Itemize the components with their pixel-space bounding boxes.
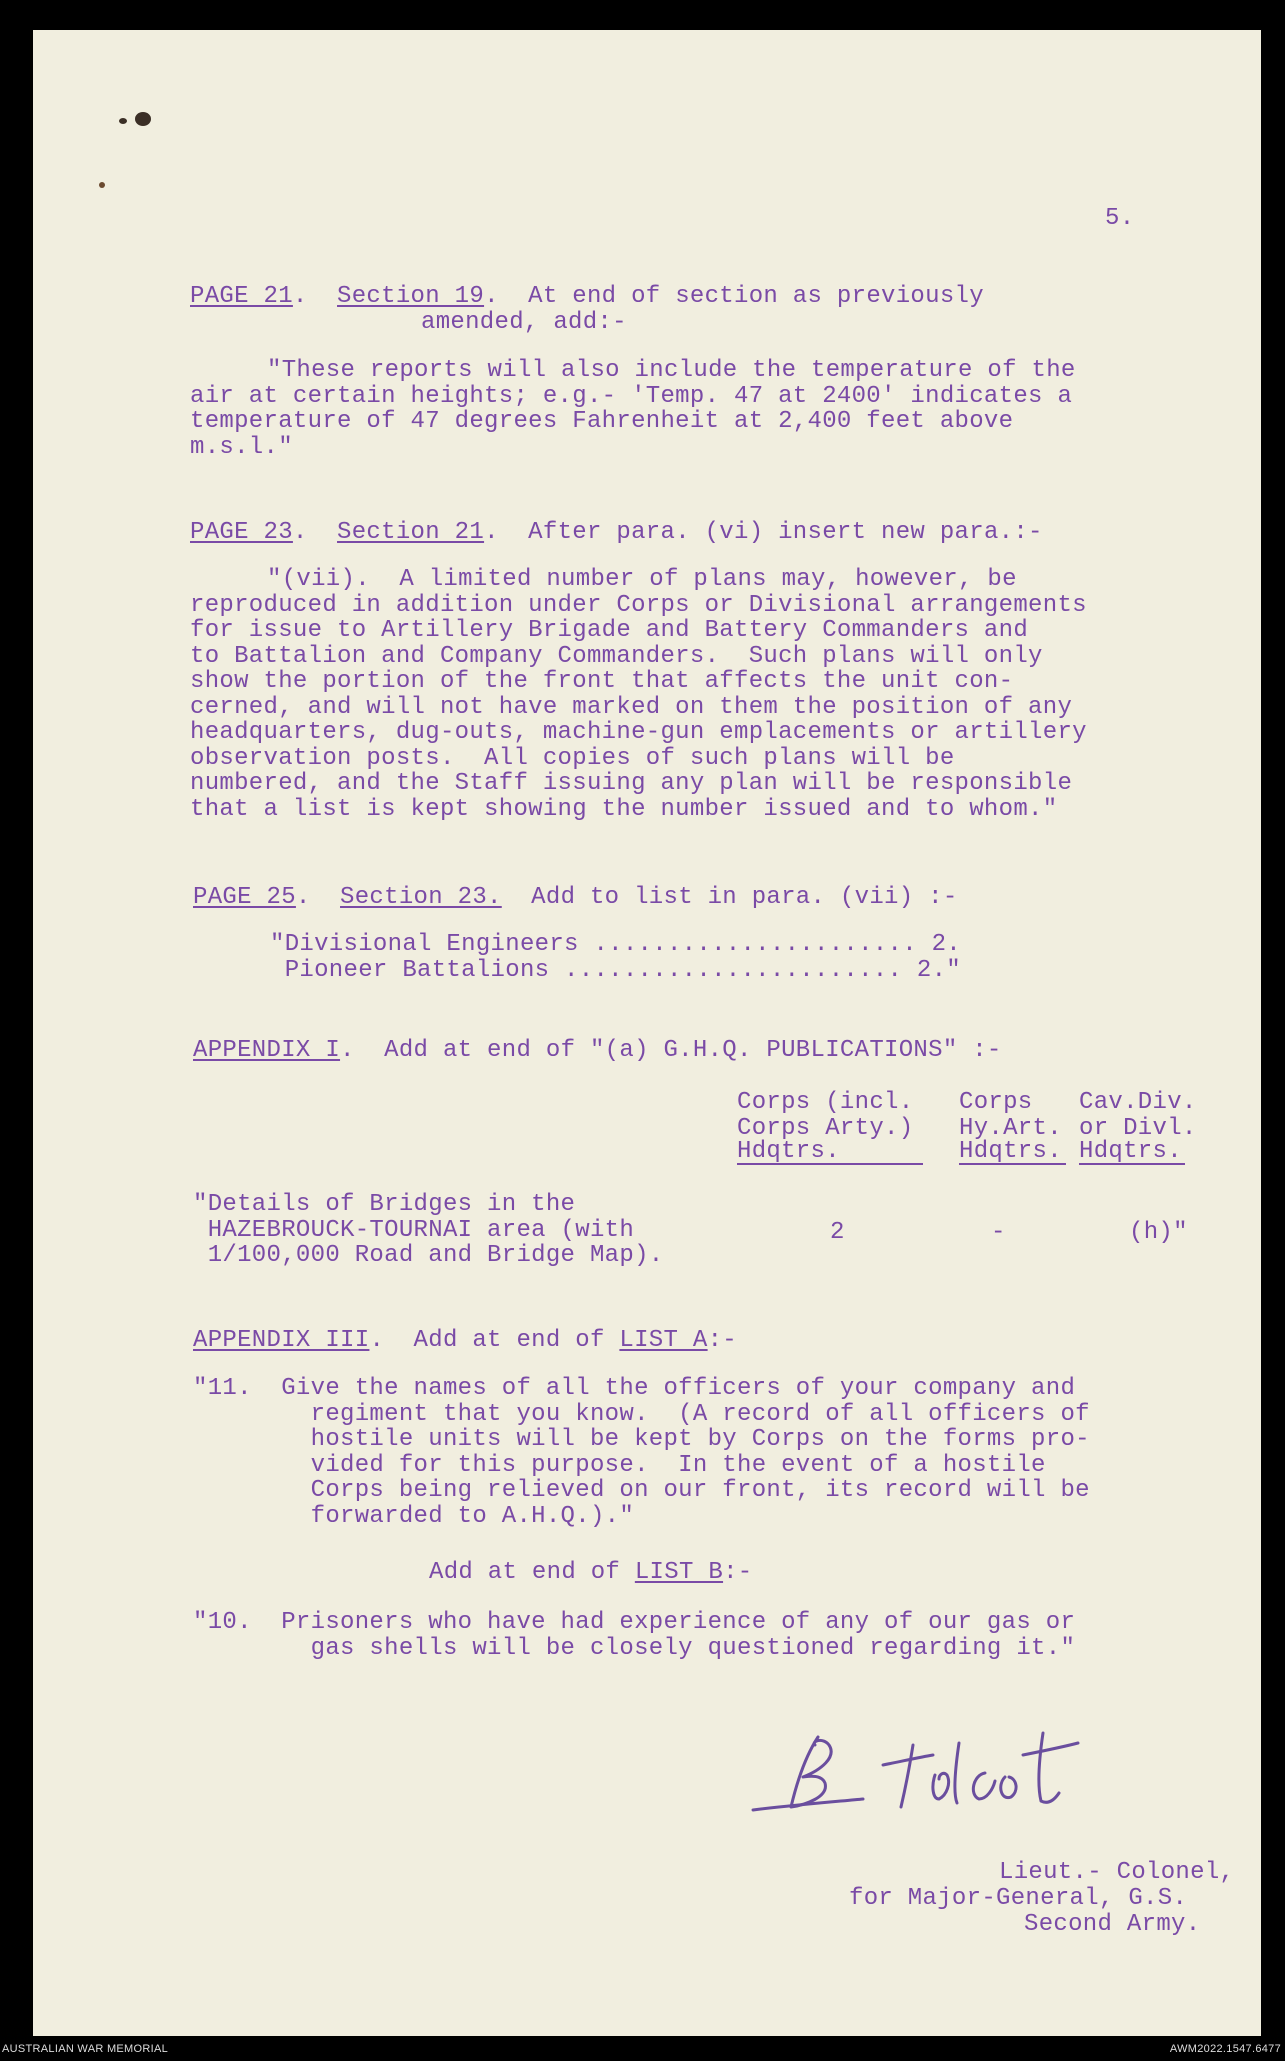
body-line: "(vii). A limited number of plans may, however, be bbox=[267, 566, 1017, 593]
item-line: gas shells will be closely questioned regarding it." bbox=[193, 1634, 1076, 1662]
column-header-cav-div bbox=[1079, 1090, 1197, 1165]
table-cell-hy-art: - bbox=[991, 1219, 1006, 1246]
body-line: headquarters, dug-outs, machine-gun emplacements or artillery bbox=[190, 719, 1087, 746]
table-cell-corps: 2 bbox=[830, 1219, 845, 1246]
body-line: temperature of 47 degrees Fahrenheit at 2,400 feet above bbox=[190, 408, 1014, 435]
header-line: Hdqtrs. bbox=[737, 1141, 923, 1165]
body-line: for issue to Artillery Brigade and Battery Commanders and bbox=[190, 617, 1029, 644]
body-line: "These reports will also include the temperature of the bbox=[267, 357, 1076, 384]
body-line: cerned, and will not have marked on them the position of any bbox=[190, 693, 1073, 721]
item-line: regiment that you know. (A record of all officers of bbox=[193, 1400, 1090, 1428]
item-line: "10. Prisoners who have had experience of any of our gas or bbox=[193, 1609, 1076, 1636]
page-25-label: PAGE 25 bbox=[193, 884, 296, 911]
signature-rank: Lieut.- Colonel, bbox=[999, 1859, 1235, 1886]
row-line: 1/100,000 Road and Bridge Map). bbox=[193, 1242, 664, 1269]
appendix-iii-label: APPENDIX III bbox=[193, 1327, 370, 1354]
list-b-item-10 bbox=[193, 1610, 1075, 1661]
list-item: Pioneer Battalions ....................... 2." bbox=[270, 956, 962, 984]
body-line: reproduced in addition under Corps or Divisional arrangements bbox=[190, 591, 1087, 619]
section-21-label: Section 21 bbox=[337, 519, 485, 546]
heading-text: Add at end of bbox=[429, 1559, 635, 1586]
body-line: m.s.l." bbox=[190, 433, 293, 461]
heading-suffix: :- bbox=[723, 1559, 753, 1586]
list-a-item-11 bbox=[193, 1376, 1090, 1529]
heading-rest: . Add at end of bbox=[369, 1327, 620, 1354]
row-line: "Details of Bridges in the bbox=[193, 1191, 576, 1218]
body-line: that a list is kept showing the number issued and to whom." bbox=[190, 795, 1058, 823]
document-page bbox=[33, 30, 1261, 2036]
section-page-25-list bbox=[270, 932, 961, 983]
paper-damage-mark bbox=[99, 182, 105, 188]
body-line: to Battalion and Company Commanders. Such plans will only bbox=[190, 642, 1043, 670]
table-cell-cav-div: (h)" bbox=[1129, 1219, 1188, 1246]
list-b-label: LIST B bbox=[634, 1559, 724, 1586]
table-row-label bbox=[193, 1192, 663, 1269]
separator: . bbox=[295, 884, 341, 911]
signature-unit: Second Army. bbox=[1024, 1911, 1201, 1938]
body-line: air at certain heights; e.g.- 'Temp. 47 at 2400' indicates a bbox=[190, 382, 1073, 410]
paper-damage-mark bbox=[135, 112, 151, 126]
section-page-21-line2: amended, add:- bbox=[421, 309, 627, 336]
item-line: forwarded to A.H.Q.)." bbox=[193, 1502, 635, 1530]
appendix-i-heading bbox=[193, 1038, 1002, 1064]
heading-rest: . Add at end of "(a) G.H.Q. PUBLICATIONS" :- bbox=[340, 1037, 1002, 1064]
page-21-label: PAGE 21 bbox=[190, 283, 293, 310]
paper-damage-mark bbox=[119, 118, 127, 124]
heading-suffix: :- bbox=[707, 1327, 738, 1354]
item-line: "11. Give the names of all the officers of your company and bbox=[193, 1375, 1076, 1402]
page-number: 5. bbox=[1105, 205, 1135, 232]
footer-right-id: AWM2022.1547.6477 bbox=[1169, 2043, 1281, 2055]
header-line: Corps bbox=[959, 1089, 1033, 1116]
row-line: HAZEBROUCK-TOURNAI area (with bbox=[193, 1216, 635, 1244]
section-page-23-heading bbox=[190, 520, 1043, 546]
section-23-label: Section 23. bbox=[340, 884, 502, 911]
item-line: vided for this purpose. In the event of a hostile bbox=[193, 1451, 1046, 1479]
appendix-i-label: APPENDIX I bbox=[193, 1037, 341, 1064]
header-line: Cav.Div. bbox=[1079, 1089, 1197, 1116]
separator: . bbox=[292, 283, 338, 310]
list-b-heading bbox=[429, 1560, 752, 1586]
section-page-25-heading bbox=[193, 885, 958, 911]
handwritten-signature bbox=[733, 1715, 1193, 1835]
header-line: Hdqtrs. bbox=[959, 1141, 1066, 1165]
heading-rest: . At end of section as previously bbox=[484, 283, 984, 310]
header-line: or Divl. bbox=[1079, 1114, 1197, 1142]
item-line: hostile units will be kept by Corps on the forms pro- bbox=[193, 1426, 1090, 1453]
body-line: observation posts. All copies of such plans will be bbox=[190, 744, 955, 772]
section-page-23-body bbox=[190, 567, 1087, 822]
heading-rest: . After para. (vi) insert new para.:- bbox=[484, 519, 1043, 546]
list-a-label: LIST A bbox=[619, 1327, 708, 1354]
page-23-label: PAGE 23 bbox=[190, 519, 293, 546]
footer-left-credit: AUSTRALIAN WAR MEMORIAL bbox=[2, 2043, 169, 2055]
section-page-21-body bbox=[190, 358, 1076, 460]
section-19-label: Section 19 bbox=[337, 283, 485, 310]
appendix-iii-heading bbox=[193, 1328, 737, 1354]
body-line: numbered, and the Staff issuing any plan will be responsible bbox=[190, 770, 1073, 797]
header-line: Hdqtrs. bbox=[1079, 1141, 1185, 1165]
column-header-corps bbox=[737, 1090, 923, 1165]
separator: . bbox=[292, 519, 338, 546]
header-line: Corps (incl. bbox=[737, 1089, 914, 1116]
heading-rest: Add to list in para. (vii) :- bbox=[501, 884, 958, 911]
column-header-corps-hy-art bbox=[959, 1090, 1066, 1165]
item-line: Corps being relieved on our front, its record will be bbox=[193, 1477, 1090, 1504]
header-line: Corps Arty.) bbox=[737, 1114, 914, 1142]
section-page-21-heading bbox=[190, 284, 984, 310]
list-item: "Divisional Engineers ...................... 2. bbox=[270, 931, 962, 958]
header-line: Hy.Art. bbox=[959, 1114, 1062, 1142]
body-line: show the portion of the front that affects the unit con- bbox=[190, 668, 1014, 695]
signature-for: for Major-General, G.S. bbox=[849, 1885, 1188, 1912]
